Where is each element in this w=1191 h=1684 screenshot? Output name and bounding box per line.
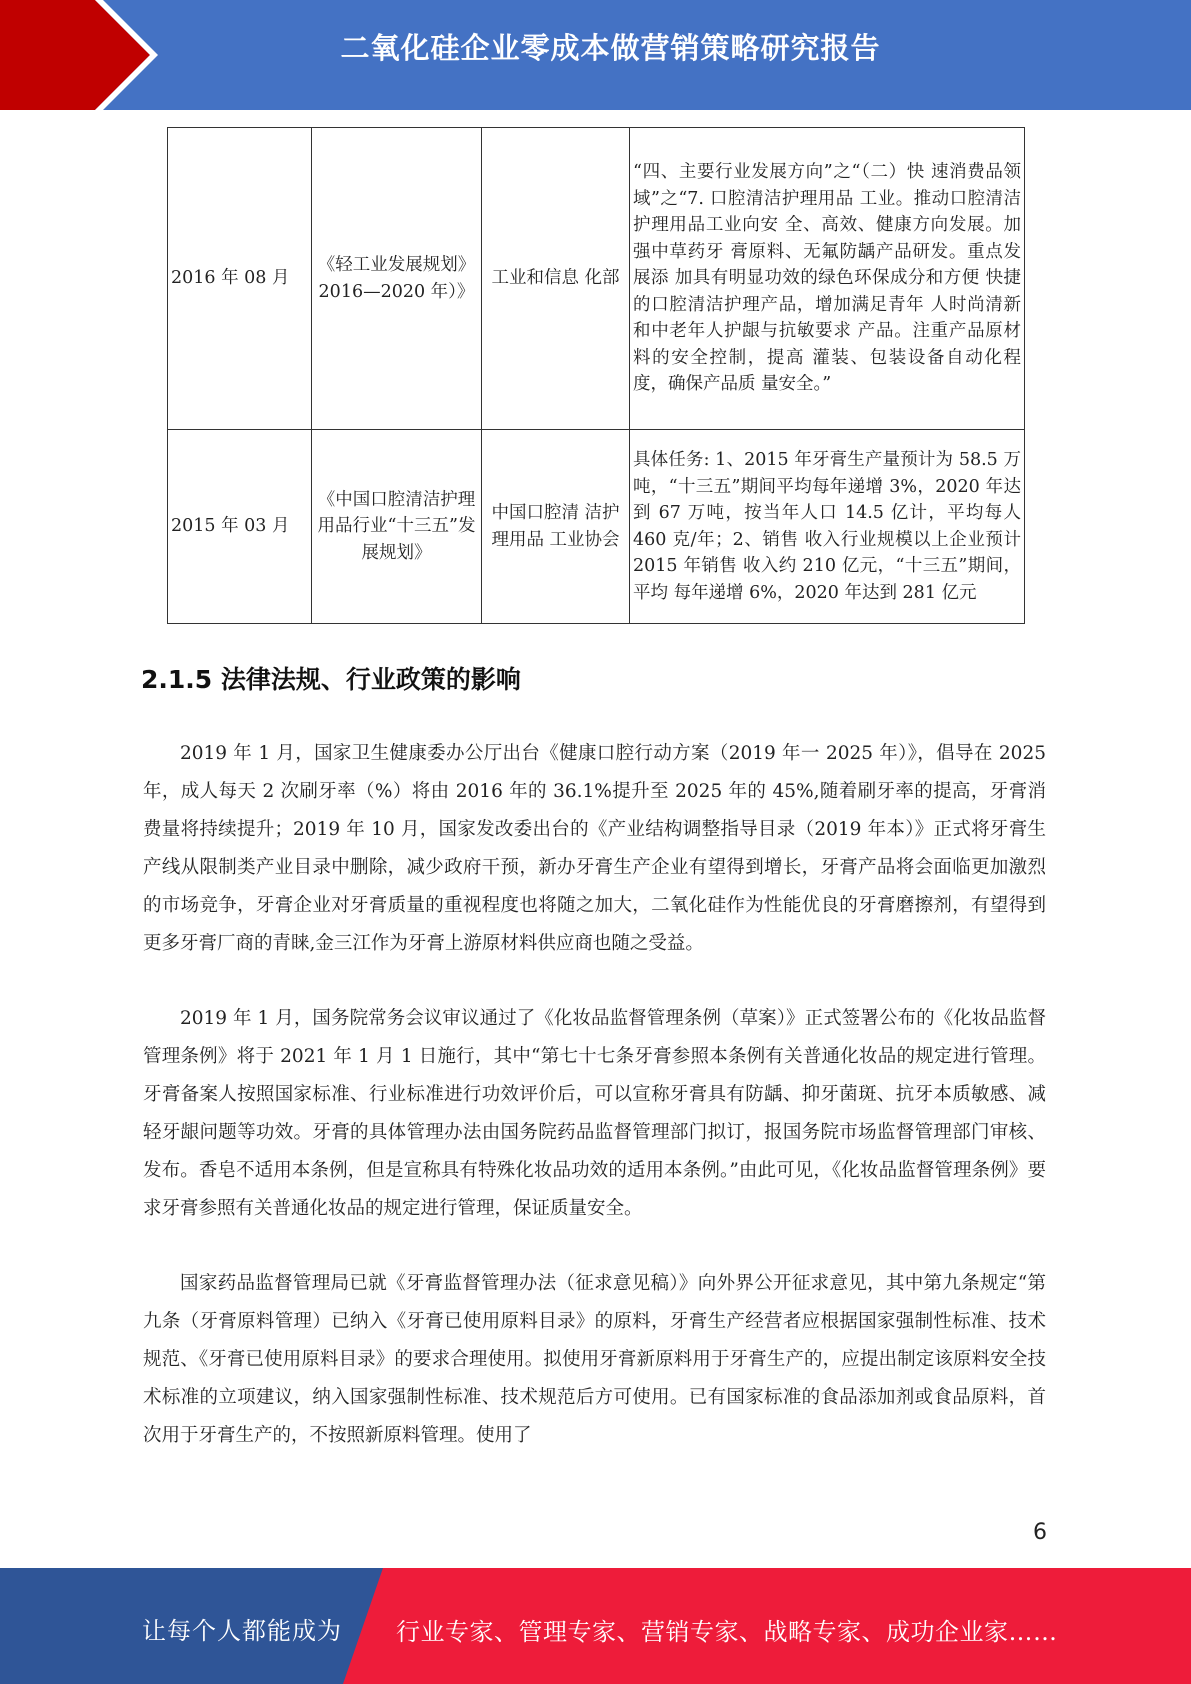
page-header (0, 0, 1191, 110)
table-cell-content: “四、主要行业发展方向”之“（二）快 速消费品领域”之“7. 口腔清洁护理用品 工业。推动口腔清洁护理用品工业向安 全、高效、健康方向发展。加强中草药牙 膏原料、无氟防龋产品研发。重点发展添 加具有明显功效的绿色环保成分和方便 快捷的口腔清洁护理产品，增加满足青年 人时尚清新和中老年人护龈与抗敏要求 产品。注重产品原材料的安全控制，提高 灌装、包装设备自动化程度，确保产品质 量安全。” (630, 128, 1025, 430)
table-cell-policy-name: 《轻工业发展规划》2016—2020 年）》 (312, 128, 482, 430)
paragraph: 2019 年 1 月，国务院常务会议审议通过了《化妆品监督管理条例（草案）》正式签署公布的《化妆品监督管理条例》将于 2021 年 1 月 1 日施行，其中“第七十七条牙膏参照本条例有关普通化妆品的规定进行管理。牙膏备案人按照国家标准、行业标准进行功效评价后，可以宣称牙膏具有防龋、抑牙菌斑、抗牙本质敏感、减轻牙龈问题等功效。牙膏的具体管理办法由国务院药品监督管理部门拟订，报国务院市场监督管理部门审核、发布。香皂不适用本条例，但是宣称具有特殊化妆品功效的适用本条例。”由此可见，《化妆品监督管理条例》要求牙膏参照有关普通化妆品的规定进行管理，保证质量安全。 (143, 1008, 1046, 1219)
page-number: 6 (1033, 1520, 1047, 1545)
table-cell-content: 具体任务: 1、2015 年牙膏生产量预计为 58.5 万吨，“十三五”期间平均每年递增 3%，2020 年达到 67 万吨，按当年人口 14.5 亿计，平均每人 460 克/年；2、销售 收入行业规模以上企业预计 2015 年销售 收入约 210 亿元，“十三五”期间，平均 每年递增 6%，2020 年达到 281 亿元 (630, 430, 1025, 624)
page-footer (0, 1568, 1191, 1684)
footer-slogan: 让每个人都能成为 (142, 1617, 342, 1645)
report-title: 二氧化硅企业零成本做营销策略研究报告 (340, 31, 881, 65)
policy-table (167, 127, 1025, 624)
table-cell-issuer: 工业和信息 化部 (482, 128, 630, 430)
table-cell-policy-name: 《中国口腔清洁护理用品行业“十三五”发展规划》 (312, 430, 482, 624)
section-heading: 2.1.5 法律法规、行业政策的影响 (141, 665, 521, 694)
footer-roles: 行业专家、管理专家、营销专家、战略专家、成功企业家…… (396, 1618, 1058, 1646)
table-cell-date: 2016 年 08 月 (168, 128, 312, 430)
table-row (168, 128, 1025, 430)
paragraph: 国家药品监督管理局已就《牙膏监督管理办法（征求意见稿）》向外界公开征求意见，其中第九条规定“第九条（牙膏原料管理）已纳入《牙膏已使用原料目录》的原料，牙膏生产经营者应根据国家强制性标准、技术规范、《牙膏已使用原料目录》的要求合理使用。拟使用牙膏新原料用于牙膏生产的，应提出制定该原料安全技术标准的立项建议，纳入国家强制性标准、技术规范后方可使用。已有国家标准的食品添加剂或食品原料，首次用于牙膏生产的，不按照新原料管理。使用了 (143, 1273, 1046, 1446)
table-row (168, 430, 1025, 624)
table-cell-issuer: 中国口腔清 洁护理用品 工业协会 (482, 430, 630, 624)
paragraph: 2019 年 1 月，国家卫生健康委办公厅出台《健康口腔行动方案（2019 年一 2025 年）》，倡导在 2025 年，成人每天 2 次刷牙率（%）将由 2016 年的 36.1%提升至 2025 年的 45%,随着刷牙率的提高，牙膏消费量将持续提升；2019 年 10 月，国家发改委出台的《产业结构调整指导目录（2019 年本）》正式将牙膏生产线从限制类产业目录中删除，减少政府干预，新办牙膏生产企业有望得到增长，牙膏产品将会面临更加激烈的市场竞争，牙膏企业对牙膏质量的重视程度也将随之加大，二氧化硅作为性能优良的牙膏磨擦剂，有望得到更多牙膏厂商的青睐,金三江作为牙膏上游原材料供应商也随之受益。 (143, 743, 1046, 954)
body-text (143, 735, 1046, 1492)
table-cell-date: 2015 年 03 月 (168, 430, 312, 624)
